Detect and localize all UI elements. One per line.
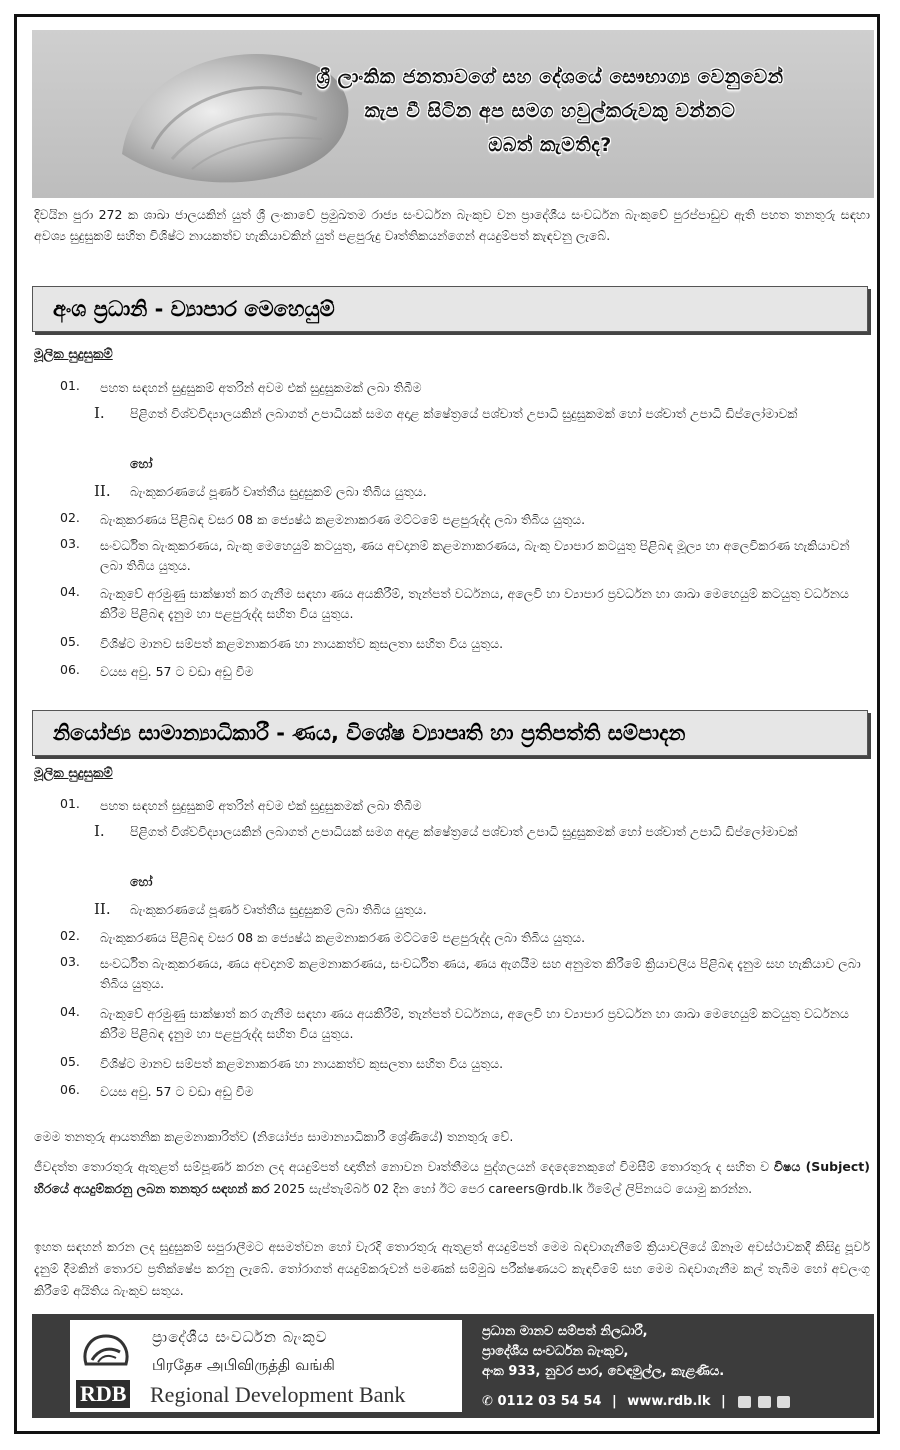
bank-name-tamil: பிரதேச அபிவிருத்தி வங்கி: [152, 1356, 335, 1374]
note-apply-subject: විෂය (Subject) හිරයේ අයදුම්කරනු ලබන තනතුර සඳහන් කර: [34, 1159, 870, 1196]
intro-paragraph: දිවයින පුරා 272 ක ශාඛා ජාලයකින් යුත් ශ්‍රී ලංකාවේ ප්‍රමුඛතම රාජ්‍ය සංවර්ධන බැංකුව වන ප්‍රාදේශීය සංවර්ධන බැංකුවේ පුරප්පාඩුව ඇති පහත තනතුරු සඳහා අවශ්‍ය සුදුසුකම් සහිත විශිෂ්ට නායකත්ව හැකියාවකින් යුත් පළපුරුදු වෘත්තිකයන්ගෙන් අයදුම්පත් කැඳවනු ලැබේ.: [34, 207, 870, 243]
section-2-title-box: [32, 710, 868, 756]
section-2-title: නියෝජ්‍ය සාමාන්‍යාධිකාරී - ණය, විශේෂ ව්‍යාපෘති හා ප්‍රතිපත්ති සම්පාදන: [53, 721, 686, 745]
headline-line-3: ඔබත් කැමතිද?: [488, 134, 612, 156]
headline-line-1: ශ්‍රී ලාංකික ජනතාවගේ සහ දේශයේ සෞභාග්‍ය වෙනුවෙන්: [316, 66, 784, 88]
bank-logo: [70, 1320, 462, 1412]
bank-name-english: Regional Development Bank: [150, 1382, 406, 1407]
phone-icon: ✆: [482, 1394, 493, 1409]
section-2-subtitle: මූලික සුදුසුකම්: [34, 766, 113, 781]
section-1-title-box: [32, 286, 868, 332]
postal-address: ප්‍රධාන මානව සම්පත් නිලධාරී, ප්‍රාදේශීය සංවර්ධන බැංකුව, අංක 933, නුවර පාර, වෙඳමුල්ල, කැළණිය.: [482, 1324, 725, 1379]
rdb-logo-icon: [78, 1328, 134, 1378]
phone-number[interactable]: 0112 03 54 54: [497, 1394, 602, 1409]
headline-line-2: කැප වී සිටින අප සමග හවුල්කරුවකු වන්නට: [364, 100, 736, 122]
contact-line: ✆ 0112 03 54 54 | www.rdb.lk |: [482, 1394, 790, 1409]
facebook-icon[interactable]: [738, 1396, 751, 1408]
note-contract: මෙම තනතුරු ආයතනික කළමනාකාරිත්ව (නියෝජ්‍ය සාමාන්‍යාධිකාරී ශ්‍රේණියේ) තනතුරු වේ.: [34, 1129, 514, 1144]
bank-name-sinhala: ප්‍රාදේශීය සංවර්ධන බැංකුව: [152, 1328, 328, 1346]
footer-bar: [32, 1314, 874, 1418]
rdb-wordmark: RDB: [76, 1380, 130, 1408]
twitter-icon[interactable]: [758, 1396, 771, 1408]
note-apply: ජීවදත්ත තොරතුරු ඇතුළත් සම්පූර්ණ කරන ලද අයදුම්පත් ඥාතීන් නොවන වෘත්තීමය පුද්ගලයන් දෙදෙනෙකුගේ විමසීම් තොරතුරු ද සහිත ව විෂය (Subject) හිරයේ අයදුම්කරනු ලබන තනතුර සඳහන් කර 2025 සැප්තැම්බර් 02 දින හෝ ඊට පෙර careers@rdb.lk ඊමේල් ලිපිනයට යොමු කරන්න.: [34, 1159, 870, 1196]
banner-headline: [250, 60, 850, 162]
website-link[interactable]: www.rdb.lk: [627, 1394, 711, 1409]
header-banner: [32, 30, 874, 198]
section-1-title: අංශ ප්‍රධානි - ව්‍යාපාර මෙහෙයුම්: [53, 297, 335, 321]
youtube-icon[interactable]: [777, 1396, 790, 1408]
note-disclaimer: ඉහත සඳහන් කරන ලද සුදුසුකම් සපුරාලීමට අසමත්වන හෝ වැරදි තොරතුරු ඇතුළත් අයදුම්පත් මෙම බඳවාගැනීමේ ක්‍රියාවලියේ ඕනෑම අවස්ථාවකදී කිසිදු පූර්ව දැනුම් දීමකින් තොරව ප්‍රතික්ෂේප කරනු ලැබේ. තෝරාගත් අයදුම්කරුවන් පමණක් සම්මුඛ පරීක්ෂණයට කැඳවීමේ සහ මෙම බඳවාගැනීම කල් තැබීම හෝ අවලංගු කිරීමේ අයිතිය බැංකුව සතුය.: [34, 1239, 870, 1298]
section-1-subtitle: මූලික සුදුසුකම්: [34, 347, 113, 362]
